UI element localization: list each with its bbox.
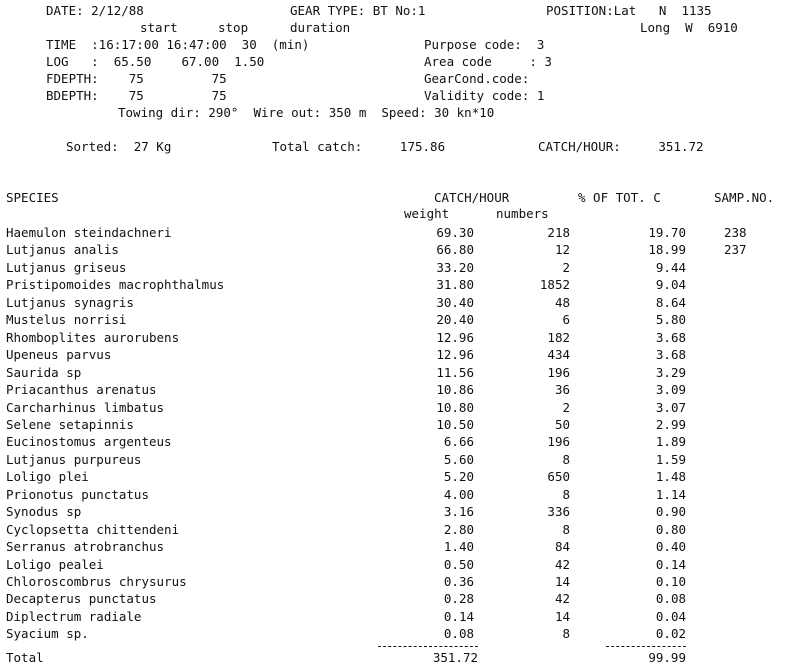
towing-line: Towing dir: 290° Wire out: 350 m Speed: 30 kn*10 bbox=[118, 105, 495, 120]
species-name: Syacium sp. bbox=[6, 626, 89, 641]
species-name: Selene setapinnis bbox=[6, 417, 134, 432]
gear-type-field: GEAR TYPE: BT No:1 bbox=[290, 3, 426, 18]
numbers-value: 50 bbox=[554, 417, 570, 432]
percent-value: 1.48 bbox=[655, 469, 686, 484]
weight-value: 10.50 bbox=[436, 417, 474, 432]
percent-value: 3.09 bbox=[655, 382, 686, 397]
species-name: Decapterus punctatus bbox=[6, 591, 157, 606]
sample-number-value: 237 bbox=[724, 242, 747, 257]
species-name: Diplectrum radiale bbox=[6, 609, 142, 624]
numbers-value: 14 bbox=[554, 609, 570, 624]
numbers-subheader: numbers bbox=[496, 206, 549, 221]
validity-code-field: Validity code: 1 bbox=[424, 88, 545, 103]
weight-value: 0.08 bbox=[443, 626, 474, 641]
numbers-value: 336 bbox=[547, 504, 570, 519]
species-name: Prionotus punctatus bbox=[6, 487, 149, 502]
weight-value: 5.20 bbox=[443, 469, 474, 484]
weight-value: 2.80 bbox=[443, 522, 474, 537]
numbers-value: 2 bbox=[562, 400, 570, 415]
species-name: Priacanthus arenatus bbox=[6, 382, 157, 397]
sample-number-column-header: SAMP.NO. bbox=[714, 190, 775, 205]
percent-total-rule bbox=[606, 646, 686, 647]
percent-value: 3.07 bbox=[655, 400, 686, 415]
percent-value: 18.99 bbox=[648, 242, 686, 257]
percent-value: 0.04 bbox=[655, 609, 686, 624]
weight-value: 69.30 bbox=[436, 225, 474, 240]
species-name: Mustelus norrisi bbox=[6, 312, 127, 327]
numbers-value: 12 bbox=[554, 242, 570, 257]
numbers-value: 8 bbox=[562, 626, 570, 641]
species-name: Serranus atrobranchus bbox=[6, 539, 165, 554]
species-name: Loligo pealei bbox=[6, 557, 104, 572]
catch-per-hour: CATCH/HOUR: 351.72 bbox=[538, 139, 704, 154]
percent-value: 9.44 bbox=[655, 260, 686, 275]
position-lat-field: POSITION:Lat N 1135 bbox=[546, 3, 712, 18]
weight-value: 33.20 bbox=[436, 260, 474, 275]
percent-value: 0.10 bbox=[655, 574, 686, 589]
area-code-field: Area code : 3 bbox=[424, 54, 552, 69]
percent-value: 19.70 bbox=[648, 225, 686, 240]
weight-subheader: weight bbox=[404, 206, 450, 221]
start-column-label: start bbox=[140, 20, 178, 35]
weight-value: 5.60 bbox=[443, 452, 474, 467]
total-label: Total bbox=[6, 650, 44, 665]
numbers-value: 42 bbox=[554, 591, 570, 606]
fdepth-line: FDEPTH: 75 75 bbox=[46, 71, 227, 86]
weight-value: 30.40 bbox=[436, 295, 474, 310]
species-name: Carcharhinus limbatus bbox=[6, 400, 165, 415]
weight-value: 11.56 bbox=[436, 365, 474, 380]
weight-value: 0.14 bbox=[443, 609, 474, 624]
numbers-value: 1852 bbox=[539, 277, 570, 292]
percent-value: 0.08 bbox=[655, 591, 686, 606]
total-percent: 99.99 bbox=[648, 650, 686, 665]
time-line: TIME :16:17:00 16:47:00 30 (min) bbox=[46, 37, 310, 52]
weight-value: 10.86 bbox=[436, 382, 474, 397]
numbers-value: 196 bbox=[547, 434, 570, 449]
percent-value: 2.99 bbox=[655, 417, 686, 432]
species-name: Cyclopsetta chittendeni bbox=[6, 522, 180, 537]
weight-value: 31.80 bbox=[436, 277, 474, 292]
percent-value: 5.80 bbox=[655, 312, 686, 327]
weight-value: 1.40 bbox=[443, 539, 474, 554]
weight-value: 20.40 bbox=[436, 312, 474, 327]
numbers-value: 36 bbox=[554, 382, 570, 397]
position-long-field: Long W 6910 bbox=[640, 20, 738, 35]
numbers-value: 42 bbox=[554, 557, 570, 572]
percent-total-column-header: % OF TOT. C bbox=[578, 190, 661, 205]
percent-value: 9.04 bbox=[655, 277, 686, 292]
percent-value: 0.02 bbox=[655, 626, 686, 641]
percent-value: 1.59 bbox=[655, 452, 686, 467]
weight-value: 6.66 bbox=[443, 434, 474, 449]
total-catch: Total catch: 175.86 bbox=[272, 139, 446, 154]
numbers-value: 650 bbox=[547, 469, 570, 484]
weight-total-rule bbox=[378, 646, 478, 647]
sorted-weight: Sorted: 27 Kg bbox=[66, 139, 172, 154]
weight-value: 3.16 bbox=[443, 504, 474, 519]
weight-value: 10.80 bbox=[436, 400, 474, 415]
species-name: Lutjanus purpureus bbox=[6, 452, 142, 467]
numbers-value: 2 bbox=[562, 260, 570, 275]
duration-column-label: duration bbox=[290, 20, 351, 35]
species-column-header: SPECIES bbox=[6, 190, 59, 205]
species-name: Lutjanus griseus bbox=[6, 260, 127, 275]
percent-value: 0.14 bbox=[655, 557, 686, 572]
date-field: DATE: 2/12/88 bbox=[46, 3, 144, 18]
species-name: Lutjanus analis bbox=[6, 242, 119, 257]
total-weight: 351.72 bbox=[432, 650, 478, 665]
percent-value: 3.29 bbox=[655, 365, 686, 380]
weight-value: 66.80 bbox=[436, 242, 474, 257]
sample-number-value: 238 bbox=[724, 225, 747, 240]
numbers-value: 84 bbox=[554, 539, 570, 554]
species-name: Rhomboplites aurorubens bbox=[6, 330, 180, 345]
weight-value: 4.00 bbox=[443, 487, 474, 502]
species-name: Eucinostomus argenteus bbox=[6, 434, 172, 449]
species-name: Saurida sp bbox=[6, 365, 82, 380]
numbers-value: 8 bbox=[562, 452, 570, 467]
numbers-value: 8 bbox=[562, 487, 570, 502]
species-name: Upeneus parvus bbox=[6, 347, 112, 362]
bdepth-line: BDEPTH: 75 75 bbox=[46, 88, 227, 103]
numbers-value: 6 bbox=[562, 312, 570, 327]
numbers-value: 196 bbox=[547, 365, 570, 380]
gearcond-code-field: GearCond.code: bbox=[424, 71, 530, 86]
numbers-value: 434 bbox=[547, 347, 570, 362]
species-name: Pristipomoides macrophthalmus bbox=[6, 277, 225, 292]
species-name: Chloroscombrus chrysurus bbox=[6, 574, 187, 589]
weight-value: 0.36 bbox=[443, 574, 474, 589]
log-line: LOG : 65.50 67.00 1.50 bbox=[46, 54, 265, 69]
numbers-value: 48 bbox=[554, 295, 570, 310]
numbers-value: 182 bbox=[547, 330, 570, 345]
percent-value: 8.64 bbox=[655, 295, 686, 310]
catch-hour-column-header: CATCH/HOUR bbox=[434, 190, 510, 205]
species-name: Haemulon steindachneri bbox=[6, 225, 172, 240]
numbers-value: 218 bbox=[547, 225, 570, 240]
species-name: Synodus sp bbox=[6, 504, 82, 519]
weight-value: 12.96 bbox=[436, 347, 474, 362]
numbers-value: 8 bbox=[562, 522, 570, 537]
purpose-code-field: Purpose code: 3 bbox=[424, 37, 545, 52]
weight-value: 0.28 bbox=[443, 591, 474, 606]
percent-value: 1.14 bbox=[655, 487, 686, 502]
species-name: Loligo plei bbox=[6, 469, 89, 484]
numbers-value: 14 bbox=[554, 574, 570, 589]
percent-value: 0.90 bbox=[655, 504, 686, 519]
percent-value: 1.89 bbox=[655, 434, 686, 449]
percent-value: 0.40 bbox=[655, 539, 686, 554]
weight-value: 12.96 bbox=[436, 330, 474, 345]
percent-value: 0.80 bbox=[655, 522, 686, 537]
percent-value: 3.68 bbox=[655, 330, 686, 345]
weight-value: 0.50 bbox=[443, 557, 474, 572]
species-name: Lutjanus synagris bbox=[6, 295, 134, 310]
stop-column-label: stop bbox=[218, 20, 249, 35]
percent-value: 3.68 bbox=[655, 347, 686, 362]
